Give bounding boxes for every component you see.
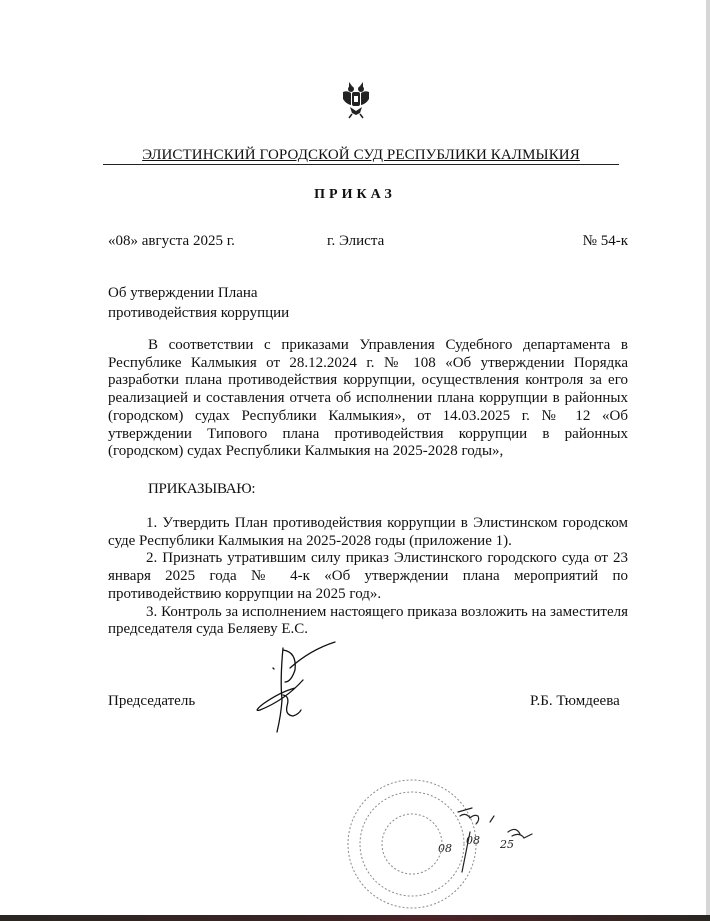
svg-text:08: 08 — [466, 834, 480, 847]
order-item: 1. Утвердить План противодействия коррупции в Элистинском городском суде Республики Калмыкия на 2025-2028 годы (приложение 1). — [108, 515, 628, 549]
signer-title: Председатель — [108, 693, 196, 709]
order-number: № 54-к — [582, 233, 628, 249]
court-header — [103, 146, 619, 165]
preamble-paragraph: В соответствии с приказами Управления Судебного департамента в Республике Калмыкия от 28.12.2024 г. № 108 «Об утверждении Порядка разработки плана противодействия коррупции, осуществления контроля за его реализацией и составления отчета об исполнении плана коррупции в районных (городском) судах Республики Калмыкия», от 14.03.2025 г. № 12 «Об утверждении Типового плана противодействия коррупции в районных (городском) судах Республики Калмыкия на 2025-2028 годы», — [108, 337, 628, 460]
order-date: «08» августа 2025 г. — [108, 233, 235, 249]
order-subject — [108, 283, 289, 323]
svg-text:08: 08 — [438, 842, 452, 855]
subject-line: Об утверждении Плана — [108, 285, 258, 301]
order-item: 3. Контроль за исполнением настоящего приказа возложить на заместителя председателя суда Беляеву Е.С. — [108, 603, 628, 638]
court-seal-stamp — [340, 772, 540, 917]
document-type: ПРИКАЗ — [314, 187, 396, 202]
order-meta — [108, 233, 628, 253]
subject-line: противодействия коррупции — [108, 305, 290, 321]
order-item: 2. Признать утратившим силу приказ Элистинского городского суда от 23 января 2025 года № 4-к «Об утверждении плана мероприятий по противодействию коррупции на 2025 год». — [108, 550, 628, 602]
order-directive: ПРИКАЗЫВАЮ: — [148, 481, 256, 497]
signer-name: Р.Б. Тюмдеева — [530, 693, 620, 709]
viewer-bottom-bar — [0, 915, 710, 921]
order-items — [108, 515, 628, 639]
order-city: г. Элиста — [327, 233, 385, 249]
page-edge — [706, 0, 710, 915]
court-name: ЭЛИСТИНСКИЙ ГОРОДСКОЙ СУД РЕСПУБЛИКИ КАЛМЫКИЯ — [142, 147, 580, 163]
coat-of-arms-icon — [341, 80, 371, 120]
signature-image — [245, 640, 340, 735]
svg-text:25: 25 — [500, 838, 514, 851]
